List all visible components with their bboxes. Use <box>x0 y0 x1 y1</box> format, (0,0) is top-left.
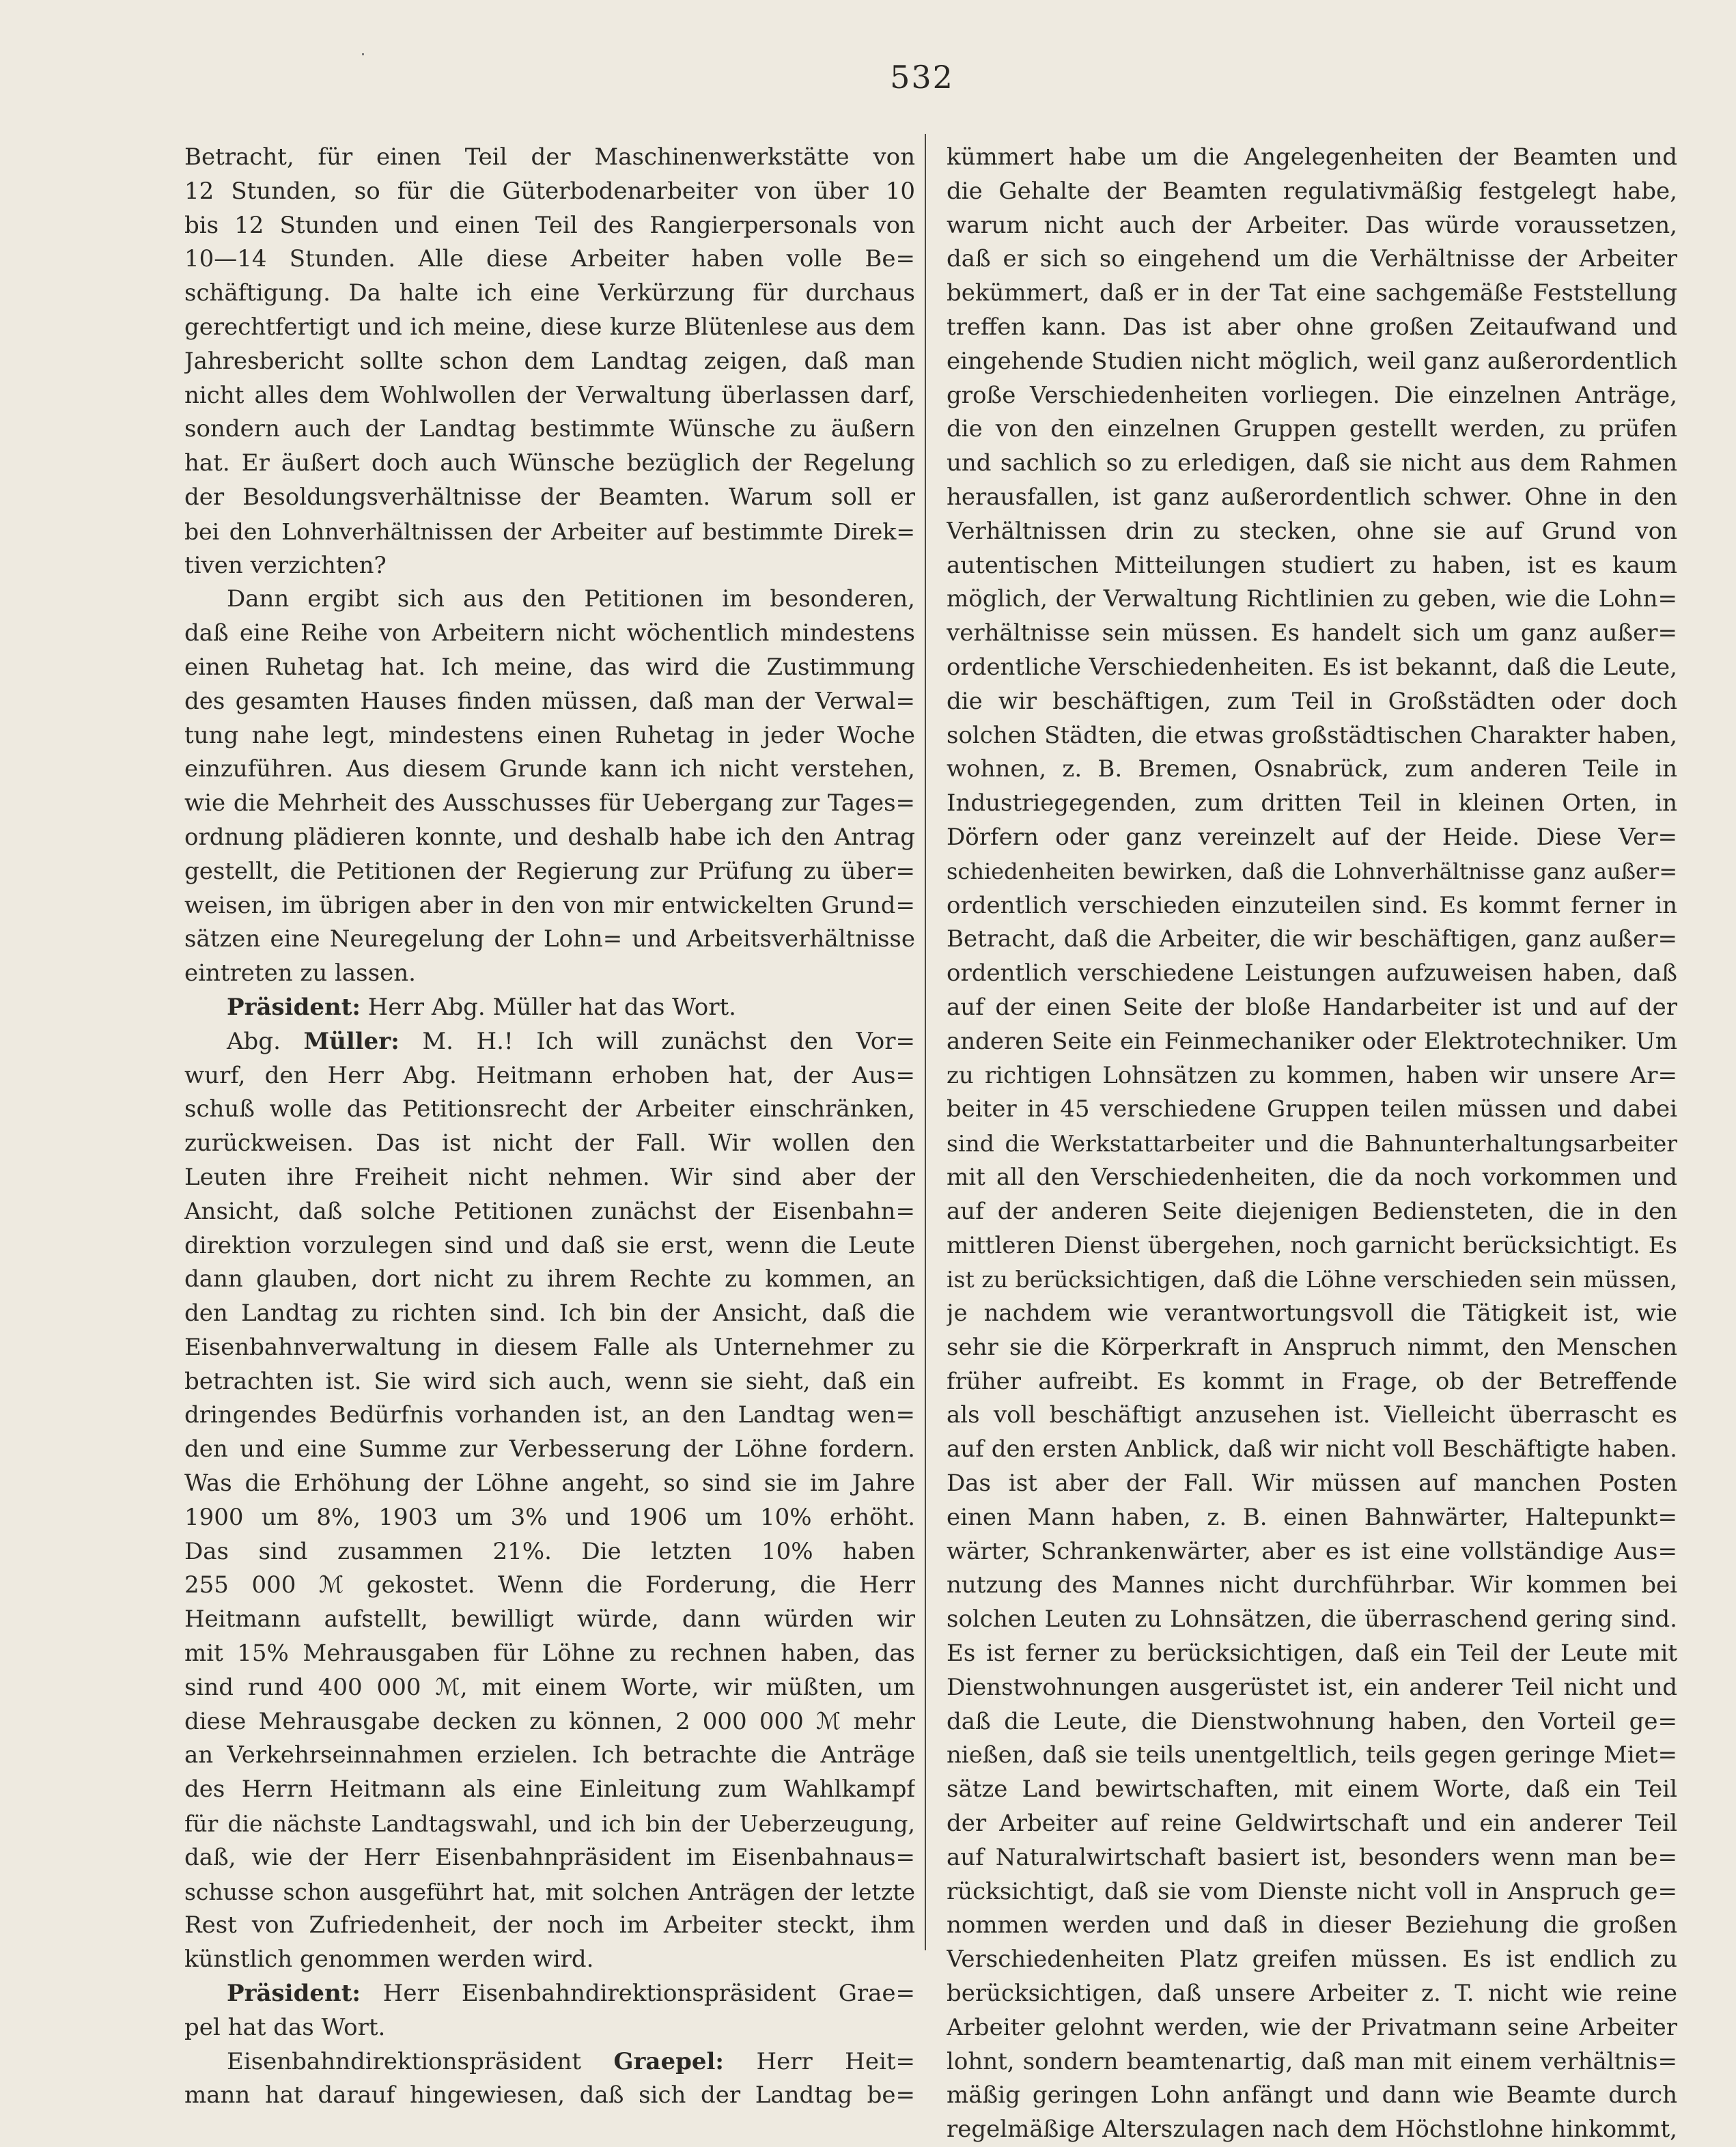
text-line <box>947 549 1677 583</box>
line-text: künstlich genommen werden wird. <box>184 1946 594 1974</box>
text-line <box>184 1263 915 1297</box>
text-line <box>947 1229 1677 1263</box>
line-text: sätze Land bewirtschaften, mit einem Worte, daß ein Teil <box>947 1776 1677 1804</box>
text-line <box>947 1399 1677 1433</box>
text-line <box>184 1093 915 1127</box>
text-line <box>184 1535 915 1569</box>
line-text: zurückweisen. Das ist nicht der Fall. Wir wollen den <box>184 1129 915 1157</box>
line-text: möglich, der Verwaltung Richtlinien zu geben, wie die Lohn= <box>947 585 1677 613</box>
line-text: schuß wolle das Petitionsrecht der Arbeiter einschränken, <box>184 1095 915 1123</box>
line-prefix: Eisenbahndirektionspräsident <box>227 2047 614 2075</box>
line-text: mit all den Verschiedenheiten, die da noch vorkommen und <box>947 1163 1677 1191</box>
line-text: Betracht, für einen Teil der Maschinenwerkstätte von <box>184 143 915 171</box>
line-text: als voll beschäftigt anzusehen ist. Vielleicht überrascht es <box>947 1401 1677 1429</box>
line-text: auf der anderen Seite diejenigen Bediensteten, die in den <box>947 1197 1677 1225</box>
text-line <box>184 685 915 719</box>
line-text: auf den ersten Anblick, daß wir nicht voll Beschäftigte haben. <box>947 1435 1677 1463</box>
text-line <box>947 685 1677 719</box>
line-text: beiter in 45 verschiedene Gruppen teilen müssen und dabei <box>947 1095 1677 1123</box>
line-text: daß eine Reihe von Arbeitern nicht wöchentlich mindestens <box>184 619 915 647</box>
text-line <box>184 651 915 685</box>
line-text: bekümmert, daß er in der Tat eine sachgemäße Feststellung <box>947 279 1677 307</box>
text-line <box>184 1943 915 1977</box>
text-line <box>947 1331 1677 1365</box>
text-line <box>947 1535 1677 1569</box>
text-line <box>947 1841 1677 1875</box>
text-line <box>947 1297 1677 1331</box>
line-text: schiedenheiten bewirken, daß die Lohnverhältnisse ganz außer= <box>947 858 1677 884</box>
line-text: dringendes Bedürfnis vorhanden ist, an den Landtag wen= <box>184 1401 915 1429</box>
line-text: anderen Seite ein Feinmechaniker oder Elektrotechniker. Um <box>947 1027 1677 1055</box>
text-line <box>184 1297 915 1331</box>
line-text: einen Ruhetag hat. Ich meine, das wird die Zustimmung <box>184 653 915 681</box>
line-text: verhältnisse sein müssen. Es handelt sich um ganz außer= <box>947 619 1677 647</box>
text-line <box>184 1229 915 1263</box>
text-line <box>184 821 915 855</box>
line-text: warum nicht auch der Arbeiter. Das würde voraussetzen, <box>947 211 1677 239</box>
text-line <box>184 1365 915 1399</box>
right-column <box>947 141 1677 2147</box>
line-text: M. H.! Ich will zunächst den Vor= <box>399 1027 915 1055</box>
text-line <box>947 991 1677 1025</box>
line-text: Heitmann aufstellt, bewilligt würde, dann würden wir <box>184 1605 915 1633</box>
text-line <box>947 617 1677 651</box>
line-text: diese Mehrausgabe decken zu können, 2 000 000 ℳ mehr <box>184 1707 915 1735</box>
text-line <box>184 1059 915 1093</box>
text-line <box>184 753 915 787</box>
text-line <box>947 345 1677 379</box>
text-line <box>947 1501 1677 1535</box>
line-text: an Verkehrseinnahmen erzielen. Ich betrachte die Anträge <box>184 1741 915 1769</box>
speaker-name: Präsident: <box>227 993 361 1021</box>
line-text: kümmert habe um die Angelegenheiten der Beamten und <box>947 143 1677 171</box>
line-text: Dörfern oder ganz vereinzelt auf der Heide. Diese Ver= <box>947 823 1677 851</box>
speaker-name: Graepel: <box>613 2047 724 2075</box>
text-line <box>184 481 915 515</box>
text-line <box>184 923 915 957</box>
text-line <box>184 1603 915 1637</box>
column-divider <box>925 134 926 1950</box>
line-text: mann hat darauf hingewiesen, daß sich der Landtag be= <box>184 2081 915 2109</box>
line-text: daß die Leute, die Dienstwohnung haben, den Vorteil ge= <box>947 1707 1677 1735</box>
text-line <box>947 1195 1677 1229</box>
text-line <box>947 1637 1677 1671</box>
line-text: Es ist ferner zu berücksichtigen, daß ein Teil der Leute mit <box>947 1640 1677 1668</box>
line-text: Eisenbahnverwaltung in diesem Falle als Unternehmer zu <box>184 1333 915 1361</box>
line-text: der Besoldungsverhältnisse der Beamten. Warum soll er <box>184 483 915 511</box>
text-line <box>184 515 915 549</box>
text-line <box>947 821 1677 855</box>
text-line <box>947 1909 1677 1943</box>
text-line <box>947 141 1677 175</box>
line-text: mäßig geringen Lohn anfängt und dann wie Beamte durch <box>947 2081 1677 2109</box>
line-text: Dann ergibt sich aus den Petitionen im besonderen, <box>227 585 915 613</box>
line-text: weisen, im übrigen aber in den von mir entwickelten Grund= <box>184 891 915 919</box>
line-text: eintreten zu lassen. <box>184 959 416 987</box>
line-text: nießen, daß sie teils unentgeltlich, teils gegen geringe Miet= <box>947 1741 1677 1769</box>
line-text: ordnung plädieren konnte, und deshalb habe ich den Antrag <box>184 823 915 851</box>
line-text: zu richtigen Lohnsätzen zu kommen, haben wir unsere Ar= <box>947 1061 1677 1089</box>
text-line <box>947 719 1677 753</box>
line-text: mittleren Dienst übergehen, noch garnicht berücksichtigt. Es <box>947 1231 1677 1259</box>
text-line <box>947 379 1677 413</box>
line-text: ordentlich verschiedene Leistungen aufzuweisen haben, daß <box>947 959 1677 987</box>
text-line <box>184 1025 915 1059</box>
line-text: tiven verzichten? <box>184 551 387 579</box>
line-text: wohnen, z. B. Bremen, Osnabrück, zum anderen Teile in <box>947 755 1677 783</box>
line-text: Arbeiter gelohnt werden, wie der Privatmann seine Arbeiter <box>947 2013 1677 2041</box>
text-line <box>184 2045 915 2079</box>
line-text: für die nächste Landtagswahl, und ich bin der Ueberzeugung, <box>184 1810 915 1838</box>
text-line <box>947 1875 1677 1909</box>
line-text: der Arbeiter auf reine Geldwirtschaft und ein anderer Teil <box>947 1810 1677 1838</box>
line-text: treffen kann. Das ist aber ohne großen Zeitaufwand und <box>947 313 1677 341</box>
text-line <box>184 242 915 277</box>
line-text: sind rund 400 000 ℳ, mit einem Worte, wir müßten, um <box>184 1673 915 1701</box>
line-text: und sachlich so zu erledigen, daß sie nicht aus dem Rahmen <box>947 449 1677 477</box>
line-text: Dienstwohnungen ausgerüstet ist, ein anderer Teil nicht und <box>947 1673 1677 1701</box>
page-number: 532 <box>890 59 954 96</box>
text-line <box>947 2079 1677 2113</box>
line-text: Industriegegenden, zum dritten Teil in kleinen Orten, in <box>947 789 1677 817</box>
line-text: eingehende Studien nicht möglich, weil ganz außerordentlich <box>947 347 1677 375</box>
text-line <box>184 1331 915 1365</box>
line-text: gerechtfertigt und ich meine, diese kurze Blütenlese aus dem <box>184 313 915 341</box>
text-line <box>947 1807 1677 1841</box>
line-text: Herr Abg. Müller hat das Wort. <box>360 993 736 1021</box>
speaker-name: Müller: <box>303 1027 400 1055</box>
text-line <box>184 209 915 243</box>
line-text: des Herrn Heitmann als eine Einleitung zum Wahlkampf <box>184 1776 915 1804</box>
text-line <box>184 583 915 617</box>
text-line <box>184 957 915 991</box>
text-line <box>947 515 1677 549</box>
text-line <box>947 855 1677 889</box>
text-line <box>947 1127 1677 1161</box>
text-line <box>947 1059 1677 1093</box>
line-text: dann glauben, dort nicht zu ihrem Rechte zu kommen, an <box>184 1265 915 1293</box>
line-text: daß er sich so eingehend um die Verhältnisse der Arbeiter <box>947 245 1677 273</box>
left-column <box>184 141 915 2113</box>
line-text: Verschiedenheiten Platz greifen müssen. Es ist endlich zu <box>947 1946 1677 1974</box>
line-text: solchen Städten, die etwas großstädtischen Charakter haben, <box>947 721 1677 749</box>
text-line <box>947 1705 1677 1739</box>
text-line <box>184 1161 915 1195</box>
text-line <box>184 2079 915 2113</box>
text-line <box>184 311 915 345</box>
line-text: Rest von Zufriedenheit, der noch im Arbeiter steckt, ihm <box>184 1911 915 1939</box>
line-text: 12 Stunden, so für die Güterbodenarbeiter von über 10 <box>184 177 915 205</box>
text-line <box>184 1705 915 1739</box>
line-text: die wir beschäftigen, zum Teil in Großstädten oder doch <box>947 687 1677 715</box>
text-line <box>947 481 1677 515</box>
line-text: sind die Werkstattarbeiter und die Bahnunterhaltungsarbeiter <box>947 1130 1677 1157</box>
text-line <box>184 549 915 583</box>
line-text: herausfallen, ist ganz außerordentlich schwer. Ohne in den <box>947 483 1677 511</box>
line-text: 255 000 ℳ gekostet. Wenn die Forderung, die Herr <box>184 1571 915 1599</box>
text-line <box>184 277 915 311</box>
line-text: ordentlich verschieden einzuteilen sind. Es kommt ferner in <box>947 891 1677 919</box>
line-text: auf der einen Seite der bloße Handarbeiter ist und auf der <box>947 993 1677 1021</box>
text-line <box>184 1773 915 1807</box>
text-line <box>184 787 915 821</box>
line-text: regelmäßige Alterszulagen nach dem Höchstlohne hinkommt, <box>947 2116 1677 2144</box>
line-text: tung nahe legt, mindestens einen Ruhetag in jeder Woche <box>184 721 915 749</box>
text-line <box>947 412 1677 447</box>
text-line <box>947 1603 1677 1637</box>
text-line <box>947 889 1677 923</box>
line-text: große Verschiedenheiten vorliegen. Die einzelnen Anträge, <box>947 381 1677 409</box>
text-line <box>184 141 915 175</box>
text-line <box>184 447 915 481</box>
line-text: direktion vorzulegen sind und daß sie erst, wenn die Leute <box>184 1231 915 1259</box>
text-line <box>184 991 915 1025</box>
line-text: nutzung des Mannes nicht durchführbar. Wir kommen bei <box>947 1571 1677 1599</box>
text-line <box>184 1977 915 2011</box>
line-text: früher aufreibt. Es kommt in Frage, ob der Betreffende <box>947 1367 1677 1395</box>
text-line <box>184 1807 915 1841</box>
line-text: ordentliche Verschiedenheiten. Es ist bekannt, daß die Leute, <box>947 653 1677 681</box>
text-line <box>947 1943 1677 1977</box>
text-line <box>184 617 915 651</box>
text-line <box>184 1399 915 1433</box>
text-line <box>947 1569 1677 1603</box>
line-text: Das sind zusammen 21%. Die letzten 10% haben <box>184 1537 915 1565</box>
text-line <box>184 1467 915 1501</box>
text-line <box>947 2113 1677 2147</box>
text-line <box>947 753 1677 787</box>
text-line <box>184 1127 915 1161</box>
speaker-name: Präsident: <box>227 1980 361 2008</box>
text-line <box>947 242 1677 277</box>
text-line <box>184 1637 915 1671</box>
line-text: wärter, Schrankenwärter, aber es ist eine vollständige Aus= <box>947 1537 1677 1565</box>
line-text: gestellt, die Petitionen der Regierung zur Prüfung zu über= <box>184 857 915 885</box>
text-line <box>947 2011 1677 2045</box>
line-text: autentischen Mitteilungen studiert zu haben, ist es kaum <box>947 551 1677 579</box>
line-text: pel hat das Wort. <box>184 2013 386 2041</box>
text-line <box>947 175 1677 209</box>
line-text: Das ist aber der Fall. Wir müssen auf manchen Posten <box>947 1470 1677 1498</box>
line-text: berücksichtigen, daß unsere Arbeiter z. T. nicht wie reine <box>947 1980 1677 2008</box>
line-text: ist zu berücksichtigen, daß die Löhne verschieden sein müssen, <box>947 1266 1677 1293</box>
text-line <box>947 651 1677 685</box>
text-line <box>184 1739 915 1773</box>
text-line <box>947 1025 1677 1059</box>
line-text: lohnt, sondern beamtenartig, daß man mit einem verhältnis= <box>947 2047 1677 2075</box>
text-line <box>947 1977 1677 2011</box>
text-line <box>947 1161 1677 1195</box>
line-text: wie die Mehrheit des Ausschusses für Uebergang zur Tages= <box>184 789 915 817</box>
line-text: nommen werden und daß in dieser Beziehung die großen <box>947 1911 1677 1939</box>
text-line <box>947 957 1677 991</box>
text-line <box>947 1263 1677 1297</box>
text-line <box>184 1909 915 1943</box>
line-text: schäftigung. Da halte ich eine Verkürzung für durchaus <box>184 279 915 307</box>
line-text: sätzen eine Neuregelung der Lohn= und Arbeitsverhältnisse <box>184 925 915 953</box>
line-text: wurf, den Herr Abg. Heitmann erhoben hat, der Aus= <box>184 1061 915 1089</box>
text-line <box>184 1433 915 1467</box>
text-line <box>184 855 915 889</box>
line-text: nicht alles dem Wohlwollen der Verwaltung überlassen darf, <box>184 381 915 409</box>
text-line <box>947 1365 1677 1399</box>
line-text: daß, wie der Herr Eisenbahnpräsident im Eisenbahnaus= <box>184 1843 915 1871</box>
line-text: solchen Leuten zu Lohnsätzen, die überraschend gering sind. <box>947 1605 1677 1633</box>
text-line <box>184 1195 915 1229</box>
text-line <box>947 1467 1677 1501</box>
line-text: Herr Eisenbahndirektionspräsident Grae= <box>360 1980 915 2008</box>
text-line <box>947 311 1677 345</box>
text-line <box>184 719 915 753</box>
line-prefix: Abg. <box>227 1027 304 1055</box>
line-text: Was die Erhöhung der Löhne angeht, so sind sie im Jahre <box>184 1470 915 1498</box>
line-text: mit 15% Mehrausgaben für Löhne zu rechnen haben, das <box>184 1640 915 1668</box>
line-text: Betracht, daß die Arbeiter, die wir beschäftigen, ganz außer= <box>947 925 1677 953</box>
text-line <box>184 412 915 447</box>
line-text: bis 12 Stunden und einen Teil des Rangierpersonals von <box>184 211 915 239</box>
line-text: Ansicht, daß solche Petitionen zunächst der Eisenbahn= <box>184 1197 915 1225</box>
line-text: einen Mann haben, z. B. einen Bahnwärter, Haltepunkt= <box>947 1503 1677 1531</box>
line-text: sondern auch der Landtag bestimmte Wünsche zu äußern <box>184 415 915 443</box>
text-line <box>947 277 1677 311</box>
line-text: Leuten ihre Freiheit nicht nehmen. Wir sind aber der <box>184 1163 915 1191</box>
text-line <box>184 1671 915 1705</box>
text-line <box>947 209 1677 243</box>
text-line <box>947 447 1677 481</box>
line-text: rücksichtigt, daß sie vom Dienste nicht voll in Anspruch ge= <box>947 1877 1677 1905</box>
line-text: betrachten ist. Sie wird sich auch, wenn sie sieht, daß ein <box>184 1367 915 1395</box>
line-text: einzuführen. Aus diesem Grunde kann ich nicht verstehen, <box>184 755 915 783</box>
print-speck <box>362 53 364 55</box>
line-text: schusse schon ausgeführt hat, mit solchen Anträgen der letzte <box>184 1878 915 1905</box>
text-line <box>184 1875 915 1909</box>
text-line <box>184 1841 915 1875</box>
line-text: Herr Heit= <box>723 2047 915 2075</box>
line-text: Jahresbericht sollte schon dem Landtag zeigen, daß man <box>184 347 915 375</box>
line-text: Verhältnissen drin zu stecken, ohne sie auf Grund von <box>947 517 1677 545</box>
text-line <box>947 583 1677 617</box>
text-line <box>947 1773 1677 1807</box>
line-text: sehr sie die Körperkraft in Anspruch nimmt, den Menschen <box>947 1333 1677 1361</box>
text-line <box>184 1501 915 1535</box>
line-text: des gesamten Hauses finden müssen, daß man der Verwal= <box>184 687 915 715</box>
line-text: den Landtag zu richten sind. Ich bin der Ansicht, daß die <box>184 1300 915 1328</box>
text-line <box>947 2045 1677 2079</box>
text-line <box>947 1739 1677 1773</box>
text-line <box>947 1093 1677 1127</box>
text-line <box>184 1569 915 1603</box>
text-line <box>947 1671 1677 1705</box>
line-text: die von den einzelnen Gruppen gestellt werden, zu prüfen <box>947 415 1677 443</box>
text-line <box>947 1433 1677 1467</box>
text-line <box>184 345 915 379</box>
text-line <box>184 379 915 413</box>
text-line <box>947 787 1677 821</box>
line-text: die Gehalte der Beamten regulativmäßig festgelegt habe, <box>947 177 1677 205</box>
line-text: 1900 um 8%, 1903 um 3% und 1906 um 10% erhöht. <box>184 1503 915 1531</box>
text-line <box>184 2011 915 2045</box>
line-text: den und eine Summe zur Verbesserung der Löhne fordern. <box>184 1435 915 1463</box>
text-line <box>184 175 915 209</box>
line-text: 10—14 Stunden. Alle diese Arbeiter haben volle Be= <box>184 245 915 273</box>
line-text: auf Naturalwirtschaft basiert ist, besonders wenn man be= <box>947 1843 1677 1871</box>
text-line <box>184 889 915 923</box>
line-text: hat. Er äußert doch auch Wünsche bezüglich der Regelung <box>184 449 915 477</box>
text-line <box>947 923 1677 957</box>
line-text: je nachdem wie verantwortungsvoll die Tätigkeit ist, wie <box>947 1300 1677 1328</box>
line-text: bei den Lohnverhältnissen der Arbeiter auf bestimmte Direk= <box>184 518 915 545</box>
